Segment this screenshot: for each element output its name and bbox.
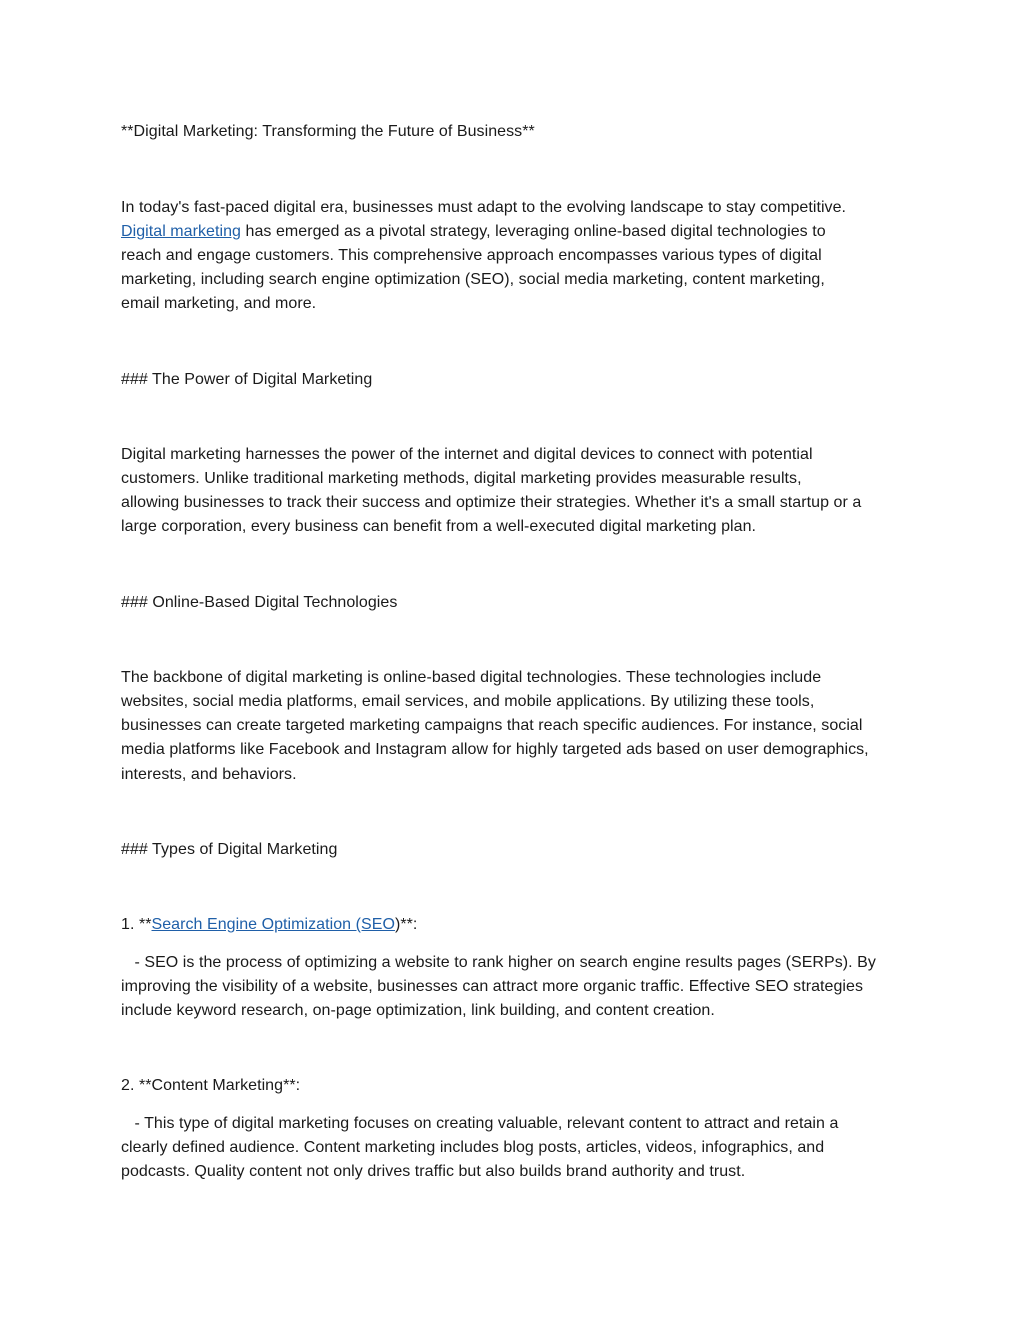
section1-line-1: Digital marketing harnesses the power of the internet and digital devices to connect with potential (121, 446, 813, 463)
section-heading-types: ### Types of Digital Marketing (121, 841, 338, 858)
section1-line-3: allowing businesses to track their success and optimize their strategies. Whether it's a small startup or a (121, 494, 862, 511)
section-heading-online: ### Online-Based Digital Technologies (121, 594, 398, 611)
intro-line-5: email marketing, and more. (121, 295, 317, 312)
seo-prefix: 1. ** (121, 916, 152, 933)
digital-marketing-link[interactable]: Digital marketing (121, 223, 242, 240)
section2-line-5: interests, and behaviors. (121, 766, 297, 783)
seo-line-3: include keyword research, on-page optimization, link building, and content creation. (121, 1002, 715, 1019)
section2-line-2: websites, social media platforms, email services, and mobile applications. By utilizing these tools, (121, 693, 815, 710)
list-item-content-label: 2. **Content Marketing**: (121, 1077, 301, 1094)
intro-line-2 (121, 220, 826, 244)
section2-line-1: The backbone of digital marketing is online-based digital technologies. These technologies include (121, 669, 822, 686)
section2-line-4: media platforms like Facebook and Instagram allow for highly targeted ads based on user demographics, (121, 741, 869, 758)
list-item-seo-label (121, 913, 417, 937)
content-line-1: - This type of digital marketing focuses on creating valuable, relevant content to attract and retain a (121, 1115, 839, 1132)
section1-line-4: large corporation, every business can benefit from a well-executed digital marketing plan. (121, 518, 757, 535)
section-heading-power: ### The Power of Digital Marketing (121, 371, 373, 388)
document-title: **Digital Marketing: Transforming the Future of Business** (121, 123, 535, 140)
content-line-3: podcasts. Quality content not only drives traffic but also builds brand authority and trust. (121, 1163, 746, 1180)
document-page (121, 0, 911, 1325)
seo-suffix: )**: (394, 916, 418, 933)
seo-line-1: - SEO is the process of optimizing a website to rank higher on search engine results pages (SERPs). By (121, 954, 876, 971)
intro-line-2-rest: has emerged as a pivotal strategy, leveraging online-based digital technologies to (241, 223, 826, 240)
content-line-2: clearly defined audience. Content marketing includes blog posts, articles, videos, infographics, and (121, 1139, 825, 1156)
section1-line-2: customers. Unlike traditional marketing methods, digital marketing provides measurable results, (121, 470, 802, 487)
intro-line-1: In today's fast-paced digital era, businesses must adapt to the evolving landscape to stay competitive. (121, 199, 847, 216)
seo-line-2: improving the visibility of a website, businesses can attract more organic traffic. Effective SEO strategies (121, 978, 864, 995)
seo-link[interactable]: Search Engine Optimization (SEO (151, 916, 395, 933)
section2-line-3: businesses can create targeted marketing campaigns that reach specific audiences. For instance, social (121, 717, 863, 734)
intro-line-4: marketing, including search engine optimization (SEO), social media marketing, content marketing, (121, 271, 825, 288)
intro-line-3: reach and engage customers. This comprehensive approach encompasses various types of digital (121, 247, 822, 264)
